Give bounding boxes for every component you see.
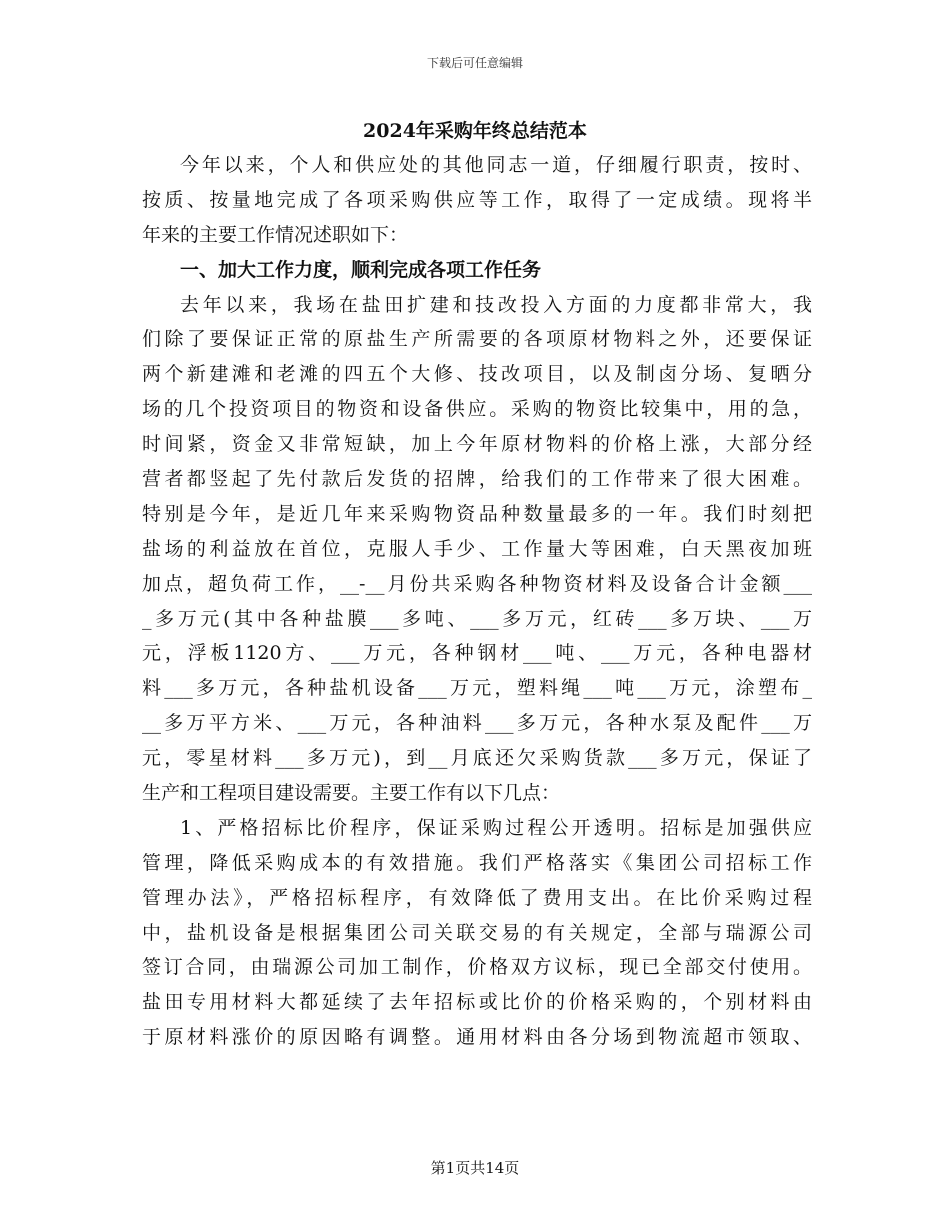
paragraph-line: 加点，超负荷工作，__-__月份共采购各种物资材料及设备合计金额___ [142,572,812,595]
paragraph-line: 盐田专用材料大都延续了去年招标或比价的价格采购的，个别材料由 [142,991,812,1014]
paragraph-line: 管理，降低采购成本的有效措施。我们严格落实《集团公司招标工作 [142,851,812,874]
paragraph-line: _多万元(其中各种盐膜___多吨、___多万元，红砖___多万块、___万 [142,607,812,630]
paragraph-line: 场的几个投资项目的物资和设备供应。采购的物资比较集中，用的急， [142,398,812,421]
paragraph-line: 两个新建滩和老滩的四五个大修、技改项目，以及制卤分场、复晒分 [142,363,812,386]
paragraph-line: 特别是今年，是近几年来采购物资品种数量最多的一年。我们时刻把 [142,502,812,525]
document-body [142,148,812,1055]
paragraph-line: 中，盐机设备是根据集团公司关联交易的有关规定，全部与瑞源公司 [142,921,812,944]
section-heading: 一、加大工作力度，顺利完成各项工作任务 [180,258,542,281]
paragraph-line: 年来的主要工作情况述职如下： [142,223,409,246]
paragraph-line: 元，浮板1120方、___万元，各种钢材___吨、___万元，各种电器材 [142,642,812,665]
header-note: 下载后可任意编辑 [426,56,523,70]
paragraph-line: 于原材料涨价的原因略有调整。通用材料由各分场到物流超市领取、 [142,1026,812,1049]
paragraph-line: 们除了要保证正常的原盐生产所需要的各项原材物料之外，还要保证 [142,328,812,351]
paragraph-line: 按质、按量地完成了各项采购供应等工作，取得了一定成绩。现将半 [142,188,812,211]
paragraph-line: 营者都竖起了先付款后发货的招牌，给我们的工作带来了很大困难。 [142,468,812,491]
paragraph-line: 元，零星材料___多万元)，到__月底还欠采购货款___多万元，保证了 [142,747,812,770]
paragraph-line: 去年以来，我场在盐田扩建和技改投入方面的力度都非常大，我 [180,293,812,316]
paragraph-line: 时间紧，资金又非常短缺，加上今年原材物料的价格上涨，大部分经 [142,433,812,456]
document-title: 2024年采购年终总结范本 [363,120,587,142]
paragraph-line: 管理办法》，严格招标程序，有效降低了费用支出。在比价采购过程 [142,886,812,909]
paragraph-line: 生产和工程项目建设需要。主要工作有以下几点： [142,782,561,805]
paragraph-line: 1、严格招标比价程序，保证采购过程公开透明。招标是加强供应 [180,816,812,839]
paragraph-line: 料___多万元，各种盐机设备___万元，塑料绳___吨___万元，涂塑布_ [142,677,812,700]
paragraph-line: __多万平方米、___万元，各种油料___多万元，各种水泵及配件___万 [142,712,812,735]
page-number-footer: 第1页共14页 [430,1159,520,1177]
paragraph-line: 签订合同，由瑞源公司加工制作，价格双方议标，现已全部交付使用。 [142,956,812,979]
paragraph-line: 盐场的利益放在首位，克服人手少、工作量大等困难，白天黑夜加班 [142,537,812,560]
paragraph-line: 今年以来，个人和供应处的其他同志一道，仔细履行职责，按时、 [180,154,812,176]
